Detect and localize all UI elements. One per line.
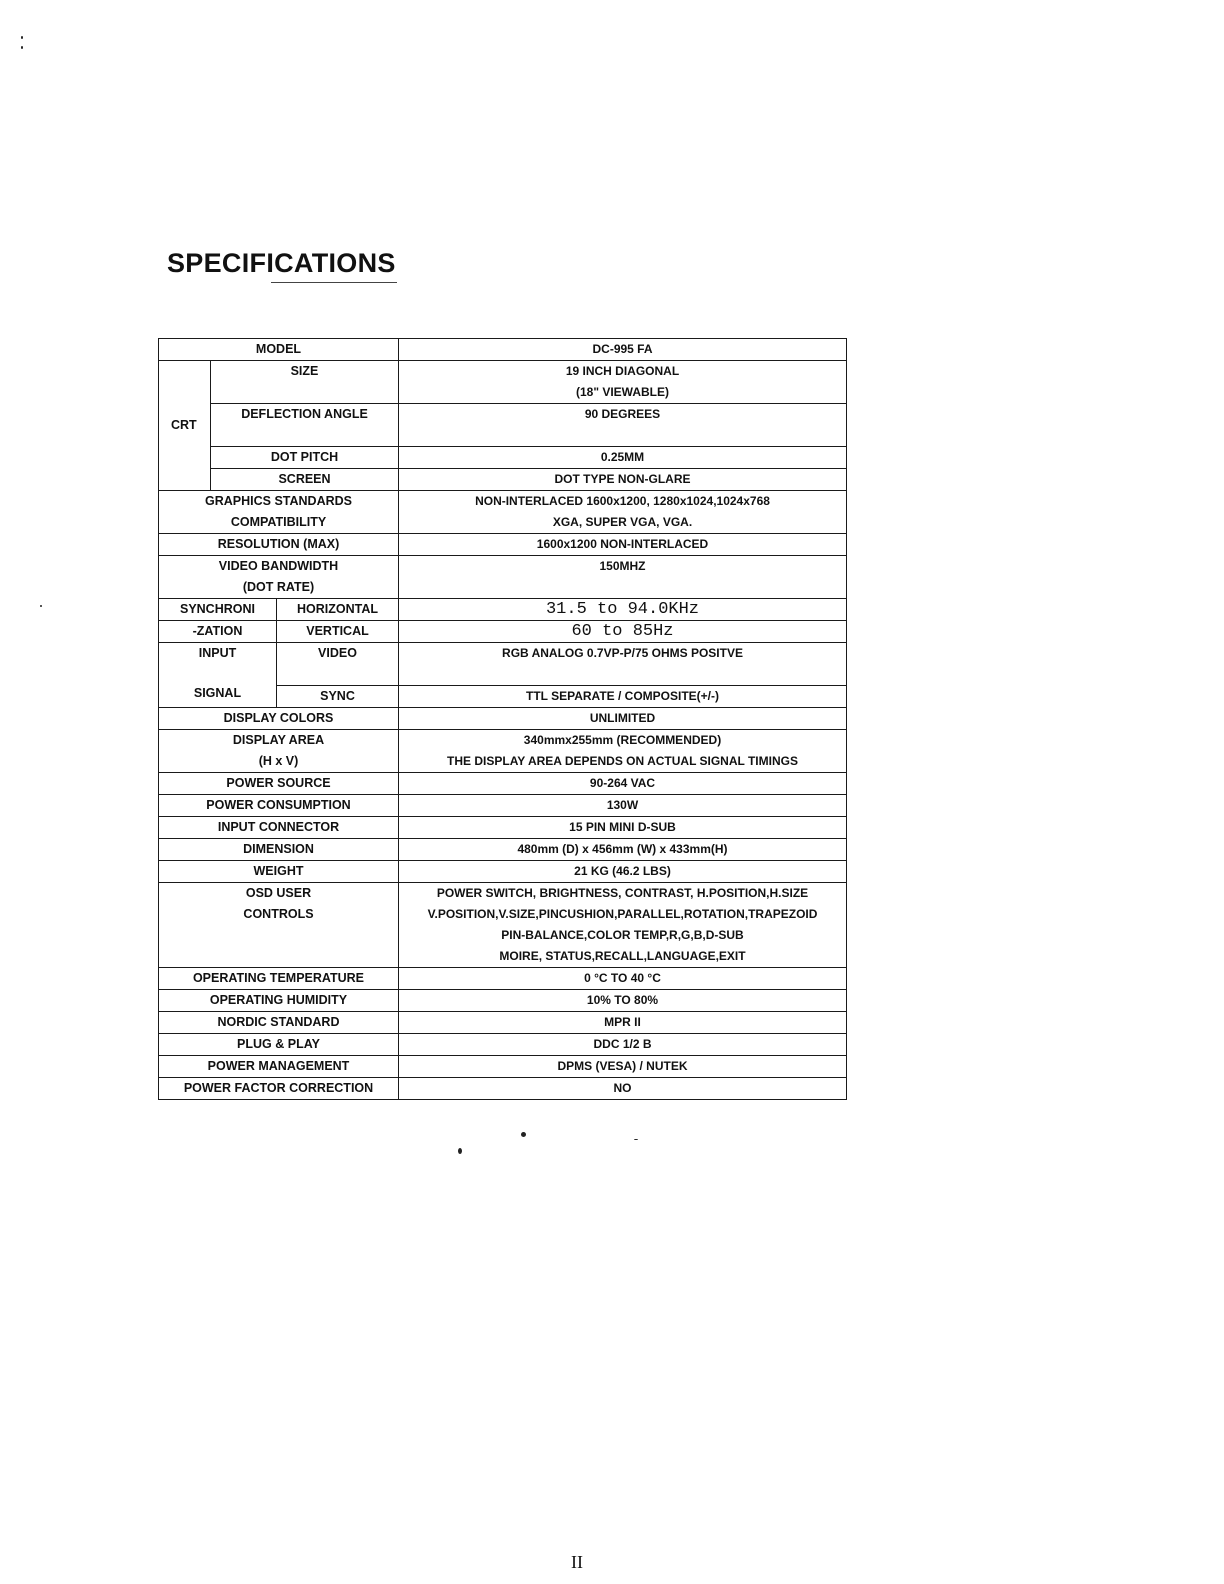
value-plug-play: DDC 1/2 B bbox=[399, 1034, 847, 1056]
label-pfc: POWER FACTOR CORRECTION bbox=[159, 1078, 399, 1100]
label-osd-line2: CONTROLS bbox=[243, 907, 314, 921]
label-power-management: POWER MANAGEMENT bbox=[159, 1056, 399, 1078]
row-size bbox=[159, 361, 847, 404]
row-resolution bbox=[159, 534, 847, 556]
row-bandwidth bbox=[159, 556, 847, 599]
label-size: SIZE bbox=[211, 361, 399, 404]
value-dot-pitch: 0.25MM bbox=[399, 447, 847, 469]
row-osd bbox=[159, 883, 847, 968]
label-area-line1: DISPLAY AREA bbox=[232, 733, 325, 747]
value-osd-line1: POWER SWITCH, BRIGHTNESS, CONTRAST, H.POSITION,H.SIZE bbox=[436, 886, 809, 900]
title-underline bbox=[271, 282, 397, 283]
value-vertical: 60 to 85Hz bbox=[399, 621, 847, 643]
label-nordic: NORDIC STANDARD bbox=[159, 1012, 399, 1034]
value-colors: UNLIMITED bbox=[399, 708, 847, 730]
scan-speck bbox=[458, 1148, 462, 1154]
value-osd-line3: PIN-BALANCE,COLOR TEMP,R,G,B,D-SUB bbox=[501, 928, 744, 942]
scan-speck bbox=[21, 36, 23, 39]
value-power-source: 90-264 VAC bbox=[399, 773, 847, 795]
row-input-video bbox=[159, 643, 847, 686]
scan-speck bbox=[634, 1139, 638, 1140]
label-power-consumption: POWER CONSUMPTION bbox=[159, 795, 399, 817]
row-nordic bbox=[159, 1012, 847, 1034]
label-temperature: OPERATING TEMPERATURE bbox=[159, 968, 399, 990]
scan-speck bbox=[21, 46, 23, 49]
row-pfc bbox=[159, 1078, 847, 1100]
group-sync-line1: SYNCHRONI bbox=[159, 599, 277, 621]
value-graphics-line2: XGA, SUPER VGA, VGA. bbox=[552, 515, 693, 529]
value-video: RGB ANALOG 0.7VP-P/75 OHMS POSITVE bbox=[399, 643, 847, 686]
value-graphics-line1: NON-INTERLACED 1600x1200, 1280x1024,1024x768 bbox=[475, 494, 770, 508]
value-power-consumption: 130W bbox=[399, 795, 847, 817]
label-weight: WEIGHT bbox=[159, 861, 399, 883]
value-horizontal: 31.5 to 94.0KHz bbox=[399, 599, 847, 621]
group-input-line2: SIGNAL bbox=[193, 686, 242, 700]
row-model bbox=[159, 339, 847, 361]
scan-speck bbox=[40, 605, 42, 607]
row-sync-horizontal bbox=[159, 599, 847, 621]
label-colors: DISPLAY COLORS bbox=[159, 708, 399, 730]
specifications-table bbox=[158, 338, 847, 1100]
value-osd-line4: MOIRE, STATUS,RECALL,LANGUAGE,EXIT bbox=[499, 949, 746, 963]
row-plug-play bbox=[159, 1034, 847, 1056]
value-size-line2: (18" VIEWABLE) bbox=[575, 385, 670, 399]
label-vertical: VERTICAL bbox=[277, 621, 399, 643]
row-weight bbox=[159, 861, 847, 883]
value-deflection: 90 DEGREES bbox=[399, 404, 847, 447]
value-humidity: 10% TO 80% bbox=[399, 990, 847, 1012]
row-humidity bbox=[159, 990, 847, 1012]
group-crt: CRT bbox=[159, 361, 211, 491]
label-dimension: DIMENSION bbox=[159, 839, 399, 861]
row-area bbox=[159, 730, 847, 773]
label-humidity: OPERATING HUMIDITY bbox=[159, 990, 399, 1012]
label-model: MODEL bbox=[159, 339, 399, 361]
row-sync-vertical bbox=[159, 621, 847, 643]
value-area bbox=[399, 730, 847, 773]
label-osd bbox=[159, 883, 399, 968]
value-osd bbox=[399, 883, 847, 968]
label-bandwidth bbox=[159, 556, 399, 599]
row-dimension bbox=[159, 839, 847, 861]
label-horizontal: HORIZONTAL bbox=[277, 599, 399, 621]
value-model: DC-995 FA bbox=[399, 339, 847, 361]
group-sync-line2: -ZATION bbox=[159, 621, 277, 643]
value-temperature: 0 °C TO 40 °C bbox=[399, 968, 847, 990]
row-input-connector bbox=[159, 817, 847, 839]
label-graphics bbox=[159, 491, 399, 534]
page-title: SPECIFICATIONS bbox=[167, 248, 396, 279]
label-graphics-line1: GRAPHICS STANDARDS bbox=[205, 494, 352, 508]
row-power-source bbox=[159, 773, 847, 795]
value-sync: TTL SEPARATE / COMPOSITE(+/-) bbox=[399, 686, 847, 708]
row-deflection bbox=[159, 404, 847, 447]
scan-speck bbox=[521, 1132, 526, 1137]
group-input-line1: INPUT bbox=[198, 646, 237, 660]
label-plug-play: PLUG & PLAY bbox=[159, 1034, 399, 1056]
label-bandwidth-line2: (DOT RATE) bbox=[242, 580, 315, 594]
value-input-connector: 15 PIN MINI D-SUB bbox=[399, 817, 847, 839]
row-screen bbox=[159, 469, 847, 491]
label-video: VIDEO bbox=[277, 643, 399, 686]
row-temperature bbox=[159, 968, 847, 990]
row-colors bbox=[159, 708, 847, 730]
value-area-line2: THE DISPLAY AREA DEPENDS ON ACTUAL SIGNAL TIMINGS bbox=[447, 754, 798, 768]
value-bandwidth: 150MHZ bbox=[399, 556, 847, 599]
label-bandwidth-line1: VIDEO BANDWIDTH bbox=[218, 559, 339, 573]
row-graphics bbox=[159, 491, 847, 534]
label-input-connector: INPUT CONNECTOR bbox=[159, 817, 399, 839]
page-number: II bbox=[571, 1552, 583, 1572]
value-size-line1: 19 INCH DIAGONAL bbox=[565, 364, 680, 378]
label-graphics-line2: COMPATIBILITY bbox=[230, 515, 327, 529]
label-resolution: RESOLUTION (MAX) bbox=[159, 534, 399, 556]
value-screen: DOT TYPE NON-GLARE bbox=[399, 469, 847, 491]
value-resolution: 1600x1200 NON-INTERLACED bbox=[399, 534, 847, 556]
value-weight: 21 KG (46.2 LBS) bbox=[399, 861, 847, 883]
label-dot-pitch: DOT PITCH bbox=[211, 447, 399, 469]
value-nordic: MPR II bbox=[399, 1012, 847, 1034]
label-sync: SYNC bbox=[277, 686, 399, 708]
row-dot-pitch bbox=[159, 447, 847, 469]
value-area-line1: 340mmx255mm (RECOMMENDED) bbox=[523, 733, 722, 747]
label-osd-line1: OSD USER bbox=[245, 886, 312, 900]
value-graphics bbox=[399, 491, 847, 534]
label-power-source: POWER SOURCE bbox=[159, 773, 399, 795]
value-osd-line2: V.POSITION,V.SIZE,PINCUSHION,PARALLEL,ROTATION,TRAPEZOID bbox=[427, 907, 818, 921]
label-screen: SCREEN bbox=[211, 469, 399, 491]
value-size bbox=[399, 361, 847, 404]
value-pfc: NO bbox=[399, 1078, 847, 1100]
group-input-signal bbox=[159, 643, 277, 708]
label-area-line2: (H x V) bbox=[258, 754, 299, 768]
value-dimension: 480mm (D) x 456mm (W) x 433mm(H) bbox=[399, 839, 847, 861]
value-power-management: DPMS (VESA) / NUTEK bbox=[399, 1056, 847, 1078]
row-power-management bbox=[159, 1056, 847, 1078]
label-deflection: DEFLECTION ANGLE bbox=[211, 404, 399, 447]
label-area bbox=[159, 730, 399, 773]
row-power-consumption bbox=[159, 795, 847, 817]
